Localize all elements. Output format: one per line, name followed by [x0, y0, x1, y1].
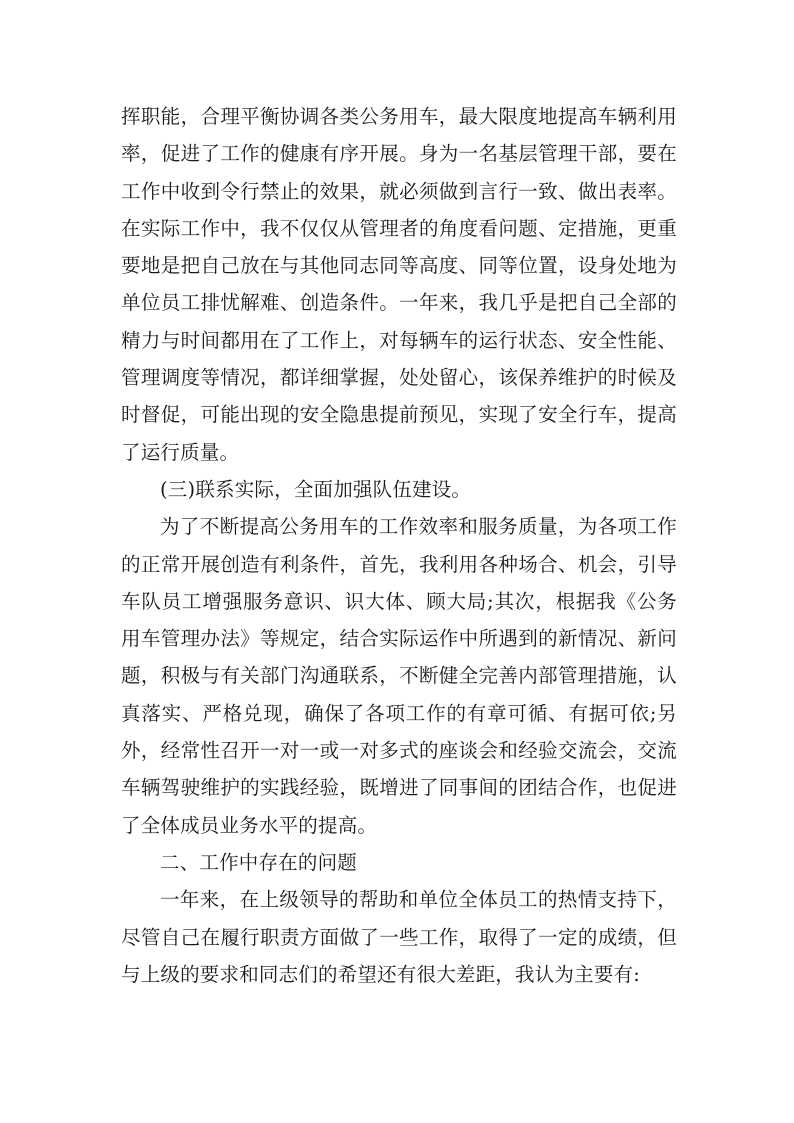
section-heading-problems: 二、工作中存在的问题	[160, 850, 358, 874]
section-heading-team-building: (三)联系实际，全面加强队伍建设。	[160, 477, 472, 501]
paragraph-problems-intro: 一年来，在上级领导的帮助和单位全体员工的热情支持下，尽管自己在履行职责方面做了一些工作，取得了一定的成绩，但与上级的要求和同志们的希望还有很大差距，我认为主要有:	[121, 888, 677, 986]
paragraph-vehicle-management: 挥职能，合理平衡协调各类公务用车，最大限度地提高车辆利用率，促进了工作的健康有序开展。身为一名基层管理干部，要在工作中收到令行禁止的效果，就必须做到言行一致、做出表率。在实际工作中，我不仅仅从管理者的角度看问题、定措施，更重要地是把自己放在与其他同志同等高度、同等位置，设身处地为单位员工排忧解难、创造条件。一年来，我几乎是把自己全部的精力与时间都用在了工作上，对每辆车的运行状态、安全性能、管理调度等情况，都详细掌握，处处留心，该保养维护的时候及时督促，可能出现的安全隐患提前预见，实现了安全行车，提高了运行质量。	[121, 105, 677, 464]
document-body	[121, 98, 677, 993]
paragraph-team-building: 为了不断提高公务用车的工作效率和服务质量，为各项工作的正常开展创造有利条件，首先，我利用各种场合、机会，引导车队员工增强服务意识、识大体、顾大局;其次，根据我《公务用车管理办法》等规定，结合实际运作中所遇到的新情况、新问题，积极与有关部门沟通联系，不断健全完善内部管理措施，认真落实、严格兑现，确保了各项工作的有章可循、有据可依;另外，经常性召开一对一或一对多式的座谈会和经验交流会，交流车辆驾驶维护的实践经验，既增进了同事间的团结合作，也促进了全体成员业务水平的提高。	[121, 515, 677, 837]
